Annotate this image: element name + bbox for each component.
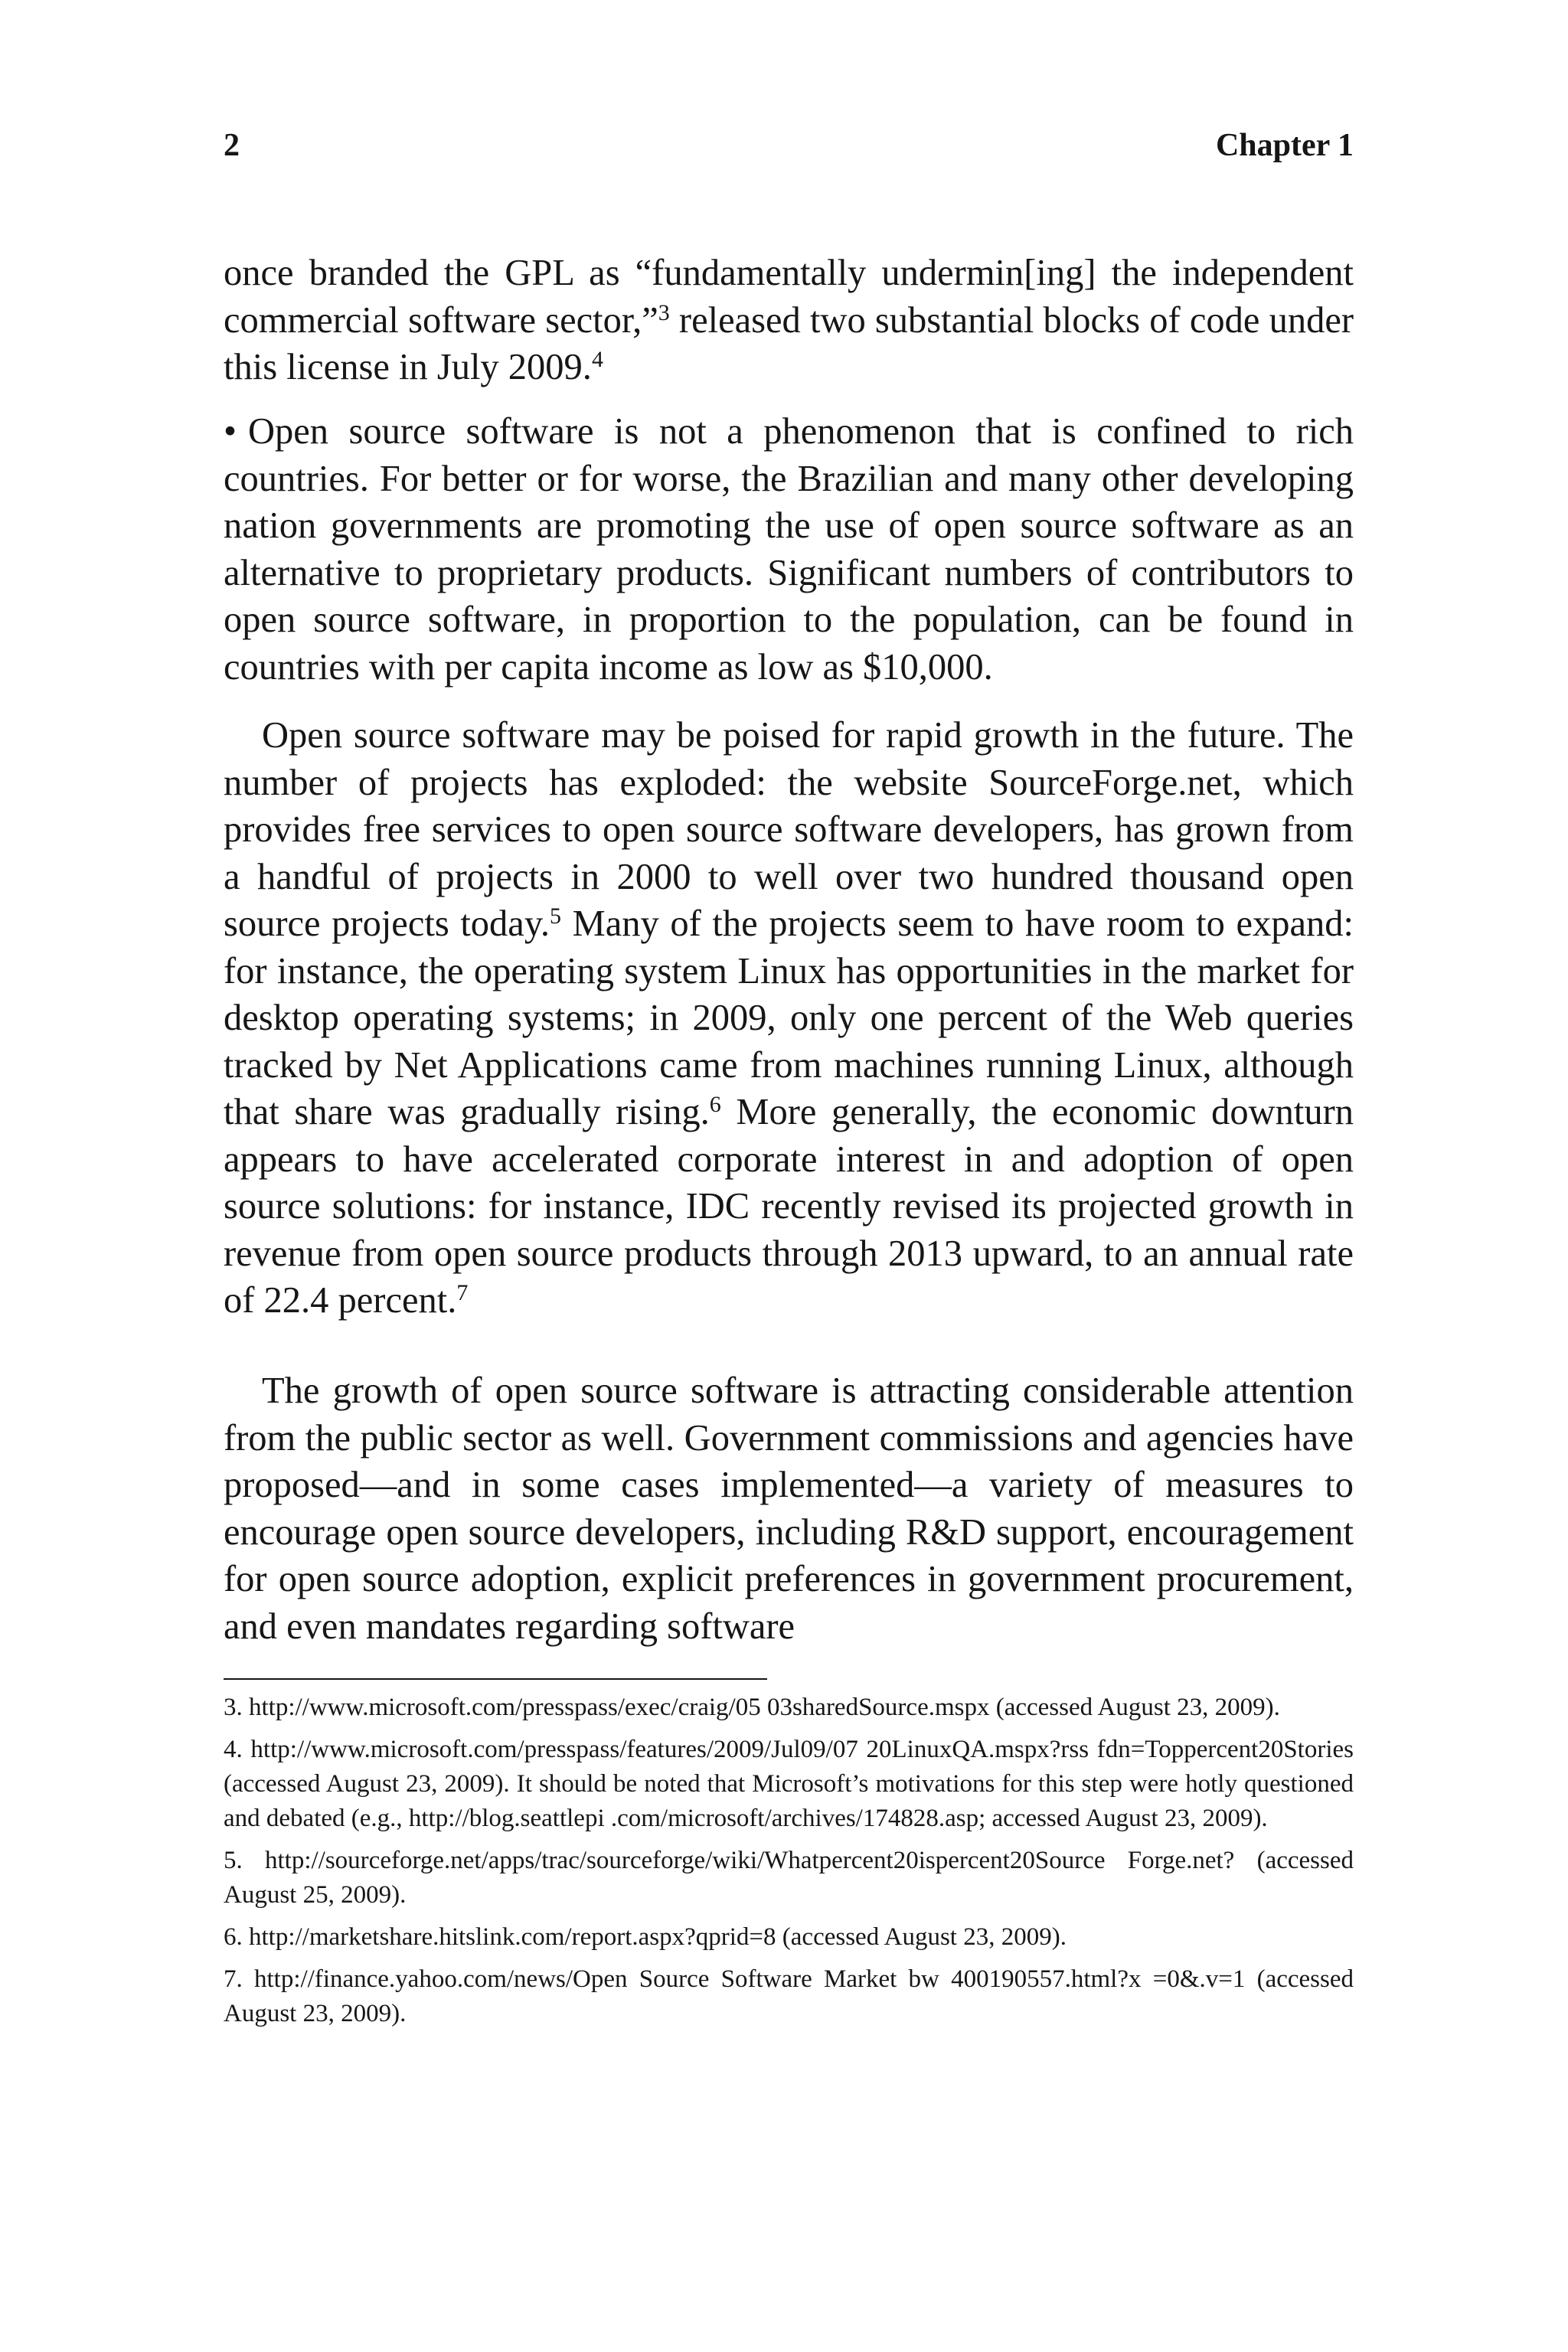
footnote-4: 4. http://www.microsoft.com/presspass/features/2009/Jul09/07 20LinuxQA.mspx?rss fdn=Toppercent20Stories (accessed August 23, 2009). It should be noted that Microsoft’s motivations for this step were hotly questioned and debated (e.g., http://blog.seattlepi .com/microsoft/archives/174828.asp; accessed August 23, 2009).: [224, 1736, 1354, 1832]
page-number: 2: [224, 128, 240, 163]
footnote-divider: [224, 1678, 767, 1680]
bullet-paragraph: [224, 408, 1354, 691]
footnote-ref-3: 3: [658, 299, 670, 325]
footnote-5: 5. http://sourceforge.net/apps/trac/sourceforge/wiki/Whatpercent20ispercent20Source Forge.net? (accessed August 25, 2009).: [224, 1847, 1354, 1909]
public-sector-paragraph: [224, 1367, 1354, 1650]
growth-paragraph: [224, 712, 1354, 1325]
footnote-ref-7: 7: [456, 1280, 469, 1305]
footnotes: [224, 1690, 1354, 2039]
public-sector-text: The growth of open source software is attracting considerable attention from the public sector as well. Government commissions and agencies have proposed—and in some cases implemented—a variety of measures to encourage open source developers, including R&D support, encouragement for open source adoption, explicit preferences in government procurement, and even mandates regarding software: [224, 1370, 1354, 1647]
bullet-symbol: •: [224, 411, 237, 452]
intro-paragraph-text: [224, 250, 1354, 391]
footnote-3: 3. http://www.microsoft.com/presspass/exec/craig/05 03sharedSource.mspx (accessed August 23, 2009).: [224, 1694, 1280, 1721]
bullet-text: Open source software is not a phenomenon that is confined to rich countries. For better or for worse, the Brazilian and many other developing nation governments are promoting the use of open source software as an alternative to proprietary products. Significant numbers of contributors to open source software, in proportion to the population, can be found in countries with per capita income as low as $10,000.: [224, 411, 1354, 688]
growth-text-part-1: Open source software may be poised for rapid growth in the future. The number of projects has exploded: the website SourceForge.net, which provides free services to open source software developers, has grown from a handful of projects in 2000 to well over two hundred thousand open source projects today.: [224, 715, 1354, 944]
footnote-7: 7. http://finance.yahoo.com/news/Open Source Software Market bw 400190557.html?x =0&.v=1 (accessed August 23, 2009).: [224, 1965, 1354, 2027]
growth-text-part-3: More generally, the economic downturn appears to have accelerated corporate interest in and adoption of open source solutions: for instance, IDC recently revised its projected growth in revenue from open source products through 2013 upward, to an annual rate of 22.4 percent.: [224, 1092, 1354, 1321]
running-head: [224, 122, 1354, 168]
footnote-ref-6: 6: [709, 1092, 721, 1117]
intro-text-part-1: once branded the GPL as “fundamentally undermin[ing] the independent commercial software sector,”: [224, 253, 1354, 341]
chapter-label: Chapter 1: [1215, 128, 1354, 163]
footnote-ref-4: 4: [591, 347, 603, 372]
bullet-item: [224, 408, 1354, 691]
intro-text-part-2: released two substantial blocks of code under this license in July 2009.: [224, 299, 1354, 387]
footnote-6: 6. http://marketshare.hitslink.com/report.aspx?qprid=8 (accessed August 23, 2009).: [224, 1923, 1067, 1951]
growth-paragraph-text: [224, 712, 1354, 1325]
intro-paragraph: [224, 250, 1354, 391]
growth-text-part-2: Many of the projects seem to have room to expand: for instance, the operating system Linux has opportunities in the market for desktop operating systems; in 2009, only one percent of the Web queries tracked by Net Applications came from machines running Linux, although that share was gradually rising.: [224, 903, 1354, 1132]
footnote-ref-5: 5: [550, 903, 562, 929]
